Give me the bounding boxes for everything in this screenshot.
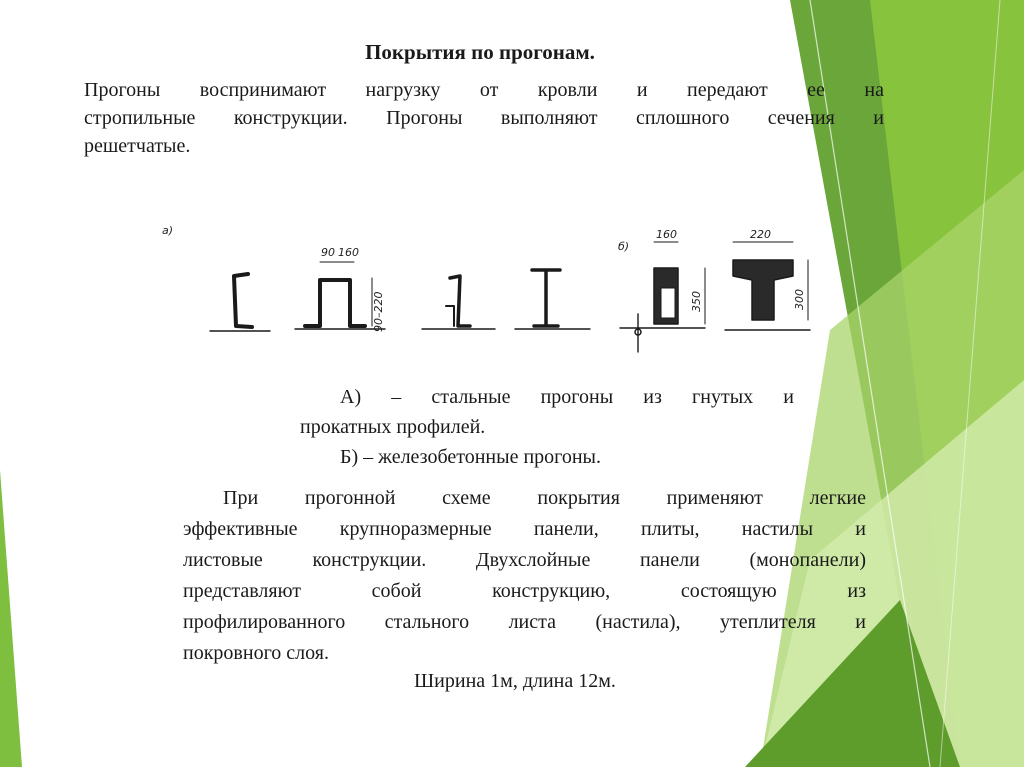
- dim-300: 300: [793, 289, 806, 310]
- dim-350: 350: [690, 291, 703, 312]
- rc-channel-void: [661, 288, 675, 318]
- slide-title: Покрытия по прогонам.: [365, 40, 595, 64]
- size-note: Ширина 1м, длина 12м.: [414, 670, 616, 692]
- body-line: При прогонной схеме покрытия применяют легкие: [223, 487, 866, 509]
- dim-160: 160: [656, 228, 677, 241]
- body-line: листовые конструкции. Двухслойные панели (монопанели): [183, 549, 866, 571]
- body-line: профилированного стального листа (настила), утеплителя и: [183, 611, 866, 633]
- deco-left-sliver: [0, 470, 22, 767]
- body-paragraph: [183, 483, 866, 669]
- body-line: эффективные крупноразмерные панели, плиты, настилы и: [183, 518, 866, 540]
- i-beam-profile: [532, 270, 560, 326]
- figure-label-b: б): [618, 240, 630, 253]
- intro-line: Прогоны воспринимают нагрузку от кровли и передают ее на: [84, 79, 884, 101]
- caption-a-line: А) – стальные прогоны из гнутых и: [340, 386, 794, 408]
- dim-220: 220: [750, 228, 771, 241]
- purlin-profiles-drawing: [160, 214, 820, 364]
- intro-paragraph: [84, 76, 884, 160]
- body-line: представляют собой конструкцию, состоящую из: [183, 580, 866, 602]
- c-channel-profile: [234, 274, 252, 327]
- caption-a: [300, 382, 794, 442]
- figure-label-a: а): [162, 224, 174, 237]
- caption-b: Б) – железобетонные прогоны.: [340, 446, 601, 468]
- z-profile-bracket: [446, 306, 454, 326]
- dim-90-220: 90–220: [372, 291, 385, 332]
- intro-line: решетчатые.: [84, 135, 191, 157]
- rc-t-beam-section: [733, 260, 793, 320]
- dim-160-top: 160: [338, 246, 359, 259]
- hat-profile: [305, 280, 365, 326]
- dim-90: 90: [321, 246, 335, 259]
- body-line: покровного слоя.: [183, 642, 329, 664]
- caption-a-line: прокатных профилей.: [300, 416, 486, 438]
- intro-line: стропильные конструкции. Прогоны выполняют сплошного сечения и: [84, 107, 884, 129]
